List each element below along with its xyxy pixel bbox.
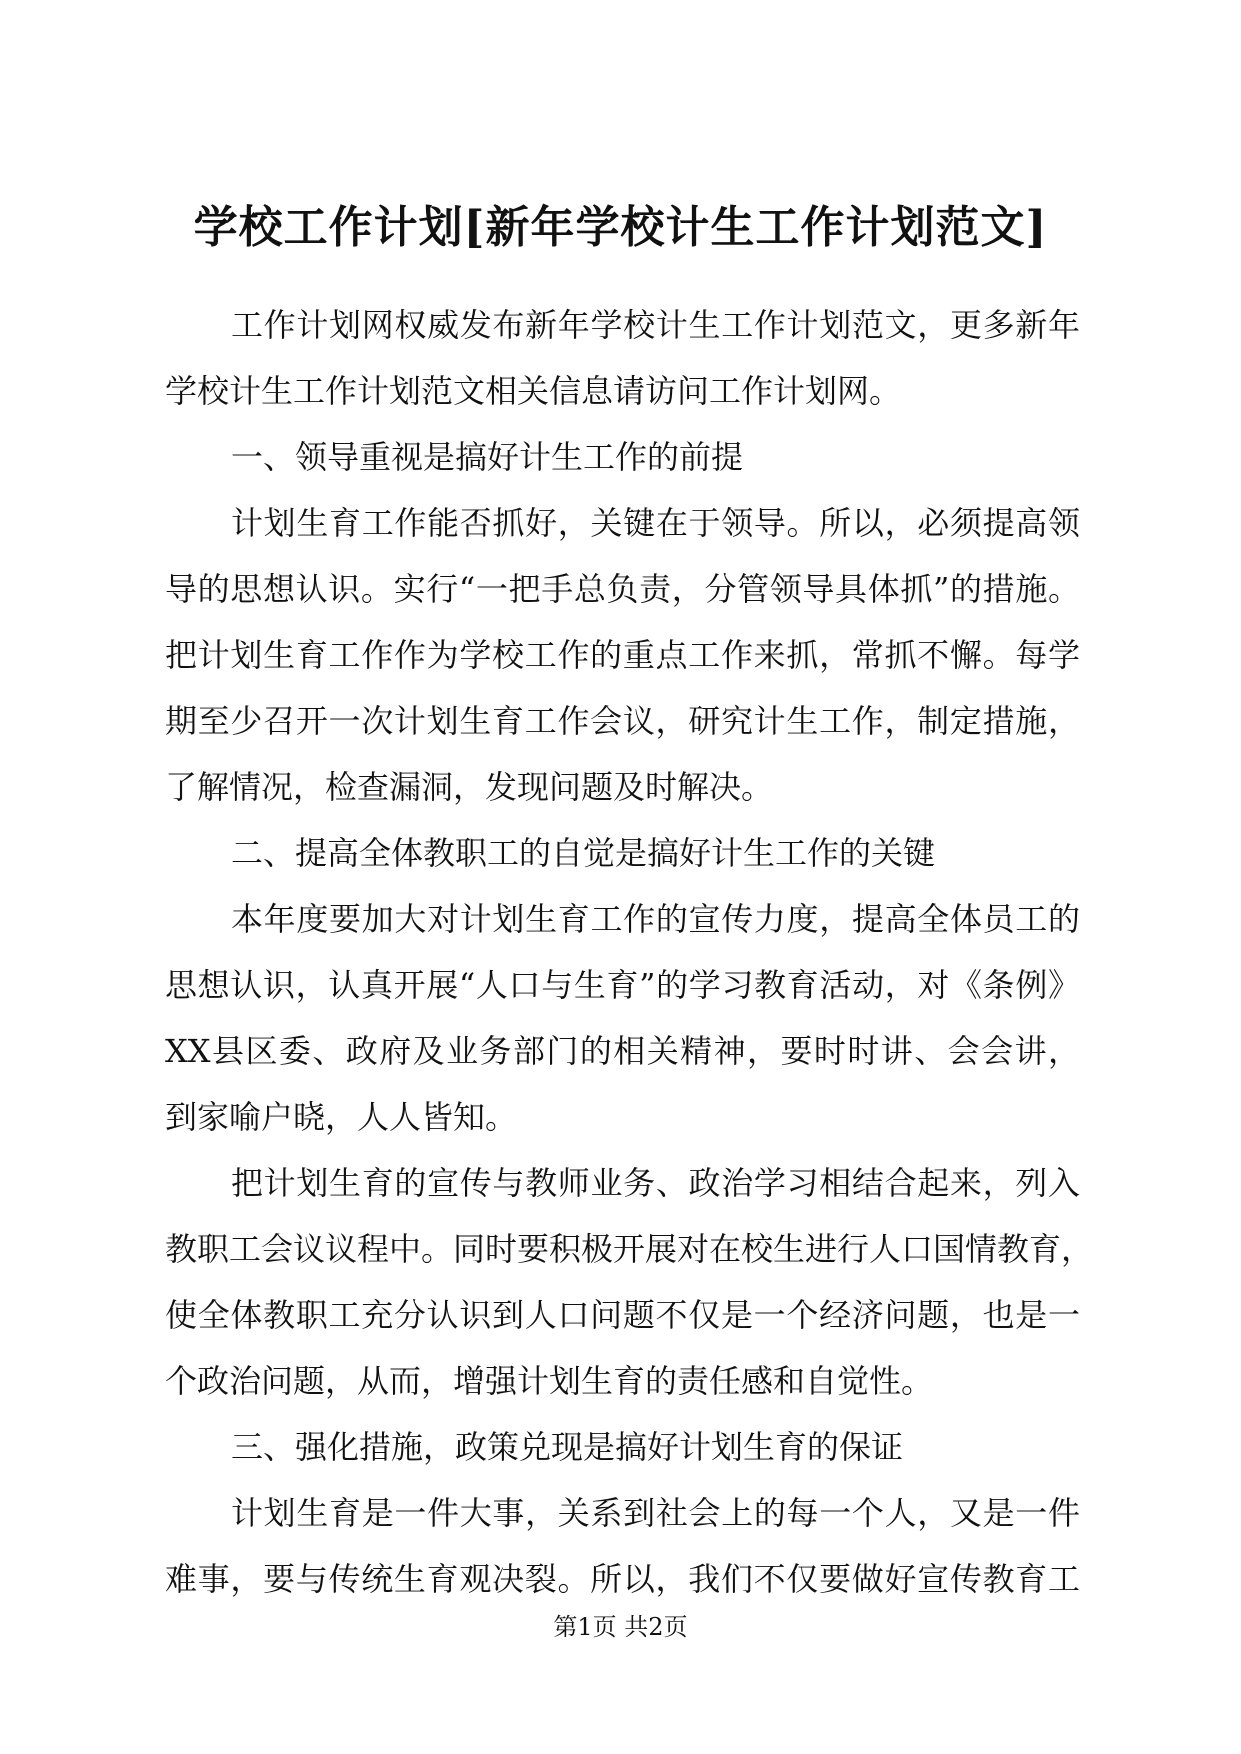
section-heading: 二、提高全体教职工的自觉是搞好计生工作的关键 [231, 834, 936, 872]
section-heading: 一、领导重视是搞好计生工作的前提 [231, 438, 744, 476]
page-number: 第1页 共2页 [553, 1613, 688, 1641]
paragraph-line: 个政治问题，从而，增强计划生育的责任感和自觉性。 [165, 1362, 934, 1400]
paragraph-line: 计划生育工作能否抓好，关键在于领导。所以，必须提高领 [231, 504, 1080, 542]
paragraph-line: 期至少召开一次计划生育工作会议，研究计生工作，制定措施， [165, 702, 1080, 740]
paragraph-line: 把计划生育的宣传与教师业务、政治学习相结合起来，列入 [231, 1164, 1080, 1202]
document-body [165, 292, 1094, 1612]
paragraph-line: XX县区委、政府及业务部门的相关精神，要时时讲、会会讲， [165, 1032, 1080, 1070]
paragraph-line: 教职工会议议程中。同时要积极开展对在校生进行人口国情教育， [165, 1230, 1094, 1268]
paragraph-line: 思想认识，认真开展“人口与生育”的学习教育活动，对《条例》 [165, 966, 1080, 1004]
paragraph-line: 把计划生育工作作为学校工作的重点工作来抓，常抓不懈。每学 [165, 636, 1080, 674]
paragraph-line: 了解情况，检查漏洞，发现问题及时解决。 [165, 768, 774, 806]
paragraph-line: 到家喻户晓，人人皆知。 [165, 1098, 518, 1136]
paragraph-line: 计划生育是一件大事，关系到社会上的每一个人，又是一件 [231, 1494, 1080, 1532]
paragraph-line: 工作计划网权威发布新年学校计生工作计划范文，更多新年 [231, 306, 1080, 344]
paragraph-line: 本年度要加大对计划生育工作的宣传力度，提高全体员工的 [231, 900, 1080, 938]
paragraph-line: 学校计生工作计划范文相关信息请访问工作计划网。 [165, 372, 902, 410]
paragraph-line: 使全体教职工充分认识到人口问题不仅是一个经济问题，也是一 [165, 1296, 1080, 1334]
document-title: 学校工作计划[新年学校计生工作计划范文] [193, 202, 1048, 253]
section-heading: 三、强化措施，政策兑现是搞好计划生育的保证 [231, 1428, 904, 1466]
paragraph-line: 难事，要与传统生育观决裂。所以，我们不仅要做好宣传教育工 [165, 1560, 1080, 1598]
paragraph-line: 导的思想认识。实行“一把手总负责，分管领导具体抓”的措施。 [165, 570, 1080, 608]
